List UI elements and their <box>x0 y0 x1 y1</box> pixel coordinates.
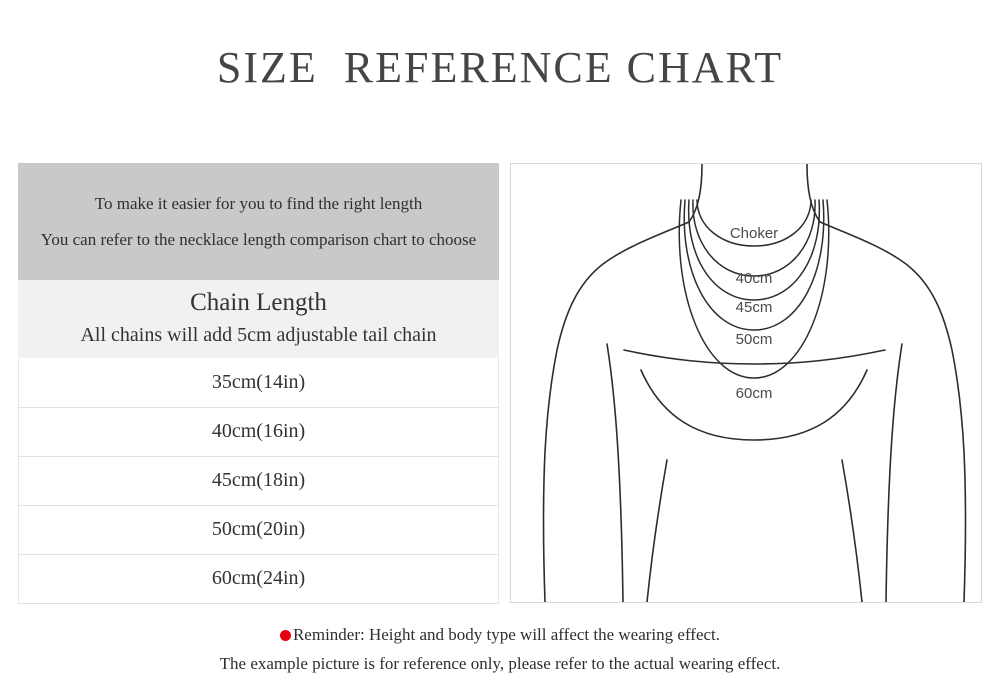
torso-diagram <box>511 164 981 602</box>
garment-top-line <box>624 350 885 364</box>
chain-length-value: 50cm(20in) <box>19 505 499 554</box>
neck-left-line <box>689 164 702 222</box>
chain-length-header <box>18 280 499 358</box>
left-arm-inner <box>607 344 623 602</box>
reminder-line <box>280 622 720 648</box>
necklace-length-illustration <box>510 163 982 603</box>
chain-length-value: 35cm(14in) <box>19 358 499 407</box>
label-choker: Choker <box>729 225 779 242</box>
label-50cm: 50cm <box>735 331 773 348</box>
table-row <box>19 358 499 407</box>
chain-length-value: 40cm(16in) <box>19 407 499 456</box>
disclaimer-text: The example picture is for reference only, please refer to the actual wearing effect. <box>219 654 781 673</box>
bullet-dot-icon <box>280 630 291 641</box>
label-40cm: 40cm <box>735 270 773 287</box>
left-waist-line <box>647 460 667 602</box>
intro-line-2: You can refer to the necklace length comparison chart to choose <box>40 229 477 249</box>
length-info-panel <box>18 163 499 603</box>
right-waist-line <box>842 460 862 602</box>
intro-box <box>18 163 499 280</box>
table-row <box>19 456 499 505</box>
chain-length-value: 45cm(18in) <box>19 456 499 505</box>
table-row <box>19 407 499 456</box>
intro-line-1: To make it easier for you to find the right length <box>94 193 423 213</box>
table-row <box>19 554 499 603</box>
chain-length-note: All chains will add 5cm adjustable tail chain <box>80 324 437 346</box>
footer-note <box>0 622 1000 678</box>
chain-length-value: 60cm(24in) <box>19 554 499 603</box>
chain-length-table <box>18 358 499 604</box>
right-arm-inner <box>886 344 902 602</box>
table-row <box>19 505 499 554</box>
reminder-text: Reminder: Height and body type will affect the wearing effect. <box>292 625 721 644</box>
left-body-outline <box>544 222 690 602</box>
label-45cm: 45cm <box>735 299 773 316</box>
label-60cm: 60cm <box>735 385 773 402</box>
bust-line <box>641 370 867 440</box>
page-title: SIZE REFERENCE CHART <box>216 43 784 92</box>
chain-length-title: Chain Length <box>190 289 327 316</box>
right-body-outline <box>820 222 966 602</box>
